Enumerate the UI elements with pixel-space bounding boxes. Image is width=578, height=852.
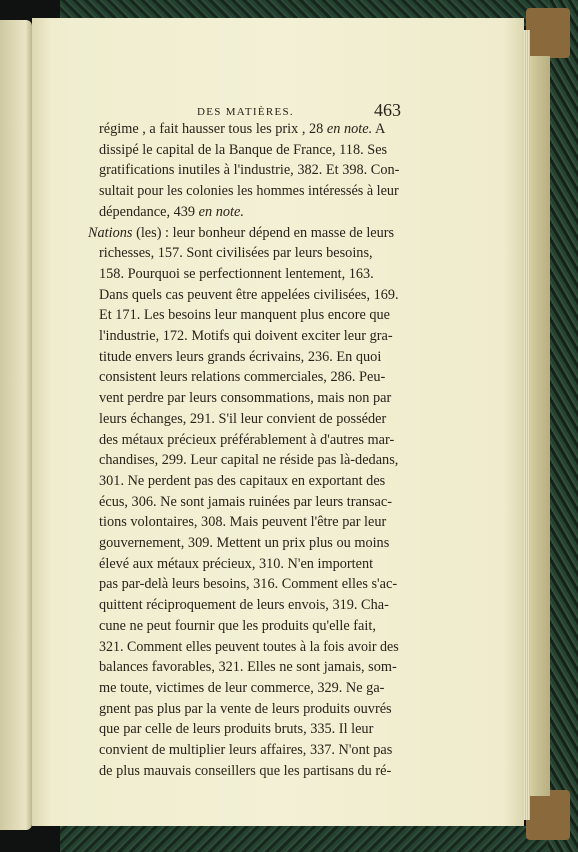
running-head: DES MATIÈRES. (197, 106, 294, 118)
text-line: Nations (les) : leur bonheur dépend en masse de leurs (88, 224, 395, 241)
text-line: des métaux précieux préférablement à d'autres mar- (99, 431, 395, 448)
text-line: tions volontaires, 308. Mais peuvent l'être par leur (99, 514, 387, 531)
text-line: convient de multiplier leurs affaires, 337. N'ont pas (99, 742, 393, 758)
text-line: de plus mauvais conseillers que les partisans du ré- (99, 762, 392, 779)
text-line: gouvernement, 309. Mettent un prix plus ou moins (99, 535, 390, 551)
page-number: 463 (374, 100, 401, 120)
text-line: Et 171. Les besoins leur manquent plus encore que (99, 307, 391, 324)
marbled-cover-right (548, 0, 578, 852)
text-line: dissipé le capital de la Banque de France, 118. Ses (99, 141, 388, 158)
text-line: richesses, 157. Sont civilisées par leurs besoins, (99, 245, 373, 262)
text-line: consistent leurs relations commerciales, 286. Peu- (99, 369, 386, 386)
board-edge (528, 56, 550, 796)
text-line: chandises, 299. Leur capital ne réside pas là-dedans, (99, 452, 399, 469)
text-line: sultait pour les colonies les hommes intéressés à leur (99, 183, 399, 200)
text-line: que par celle de leurs produits bruts, 335. Il leur (99, 721, 374, 738)
text-line: 158. Pourquoi se perfectionnent lentement, 163. (99, 265, 374, 282)
leather-corner-top (526, 8, 570, 58)
text-line: leurs échanges, 291. S'il leur convient de posséder (99, 410, 387, 427)
text-line: titude envers leurs grands écrivains, 236. En quoi (99, 348, 382, 365)
text-line: gnent pas plus par la vente de leurs produits ouvrés (99, 700, 392, 717)
text-line: gratifications inutiles à l'industrie, 382. Et 398. Con- (99, 162, 400, 179)
text-line: balances favorables, 321. Elles ne sont jamais, som- (99, 659, 397, 676)
text-line: quittent réciproquement de leurs envois, 319. Cha- (99, 597, 389, 614)
leather-corner-bottom (526, 790, 570, 840)
text-line: cune ne peut fournir que les produits qu'elle fait, (99, 617, 376, 634)
text-line: dépendance, 439 en note. (99, 203, 244, 220)
text-line: Dans quels cas peuvent être appelées civilisées, 169. (99, 286, 399, 303)
text-line: élevé aux métaux précieux, 310. N'en importent (99, 555, 374, 572)
text-line: régime , a fait hausser tous les prix , 28 en note. A (99, 121, 386, 137)
text-line: 301. Ne perdent pas des capitaux en exportant des (99, 472, 386, 489)
facing-page-edge (0, 20, 32, 830)
text-line: écus, 306. Ne sont jamais ruinées par leurs transac- (99, 493, 392, 510)
text-line: vent perdre par leurs consommations, mais non par (99, 390, 392, 407)
text-line: me toute, victimes de leur commerce, 329. Ne ga- (99, 679, 385, 696)
text-line: pas par-delà leurs besoins, 316. Comment elles s'ac- (99, 576, 398, 593)
text-line: 321. Comment elles peuvent toutes à la fois avoir des (99, 638, 399, 655)
marbled-cover-bottom (60, 826, 578, 852)
text-line: l'industrie, 172. Motifs qui doivent exciter leur gra- (99, 328, 393, 344)
